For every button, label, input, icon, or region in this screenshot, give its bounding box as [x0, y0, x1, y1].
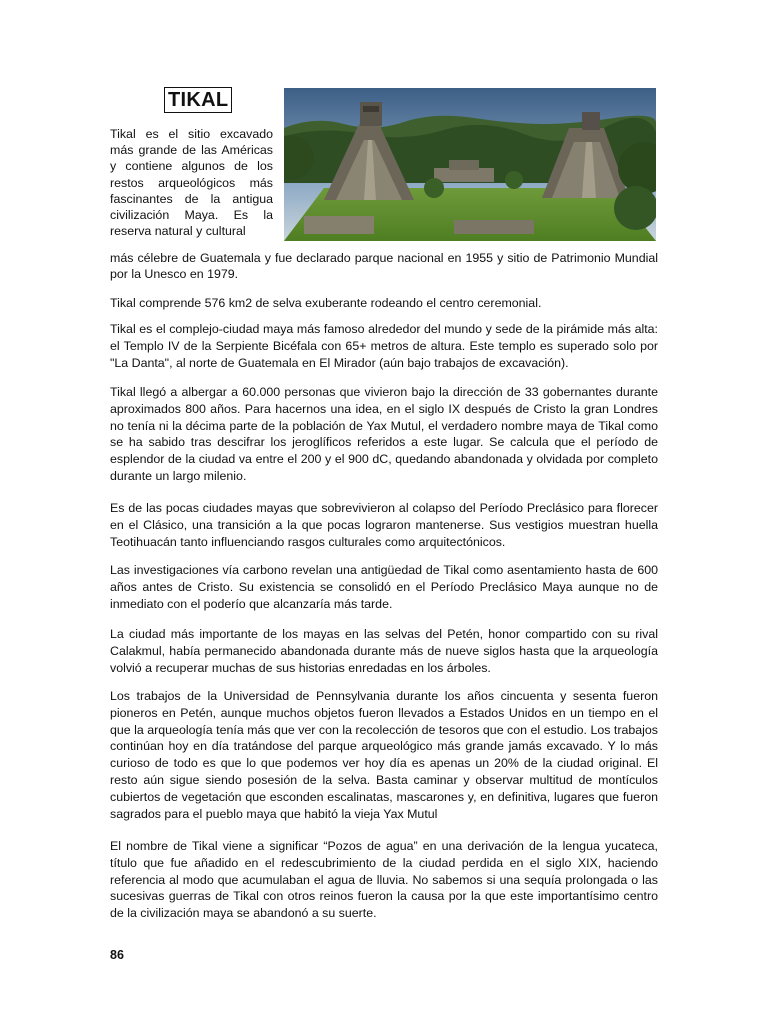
- tikal-photo: [284, 88, 656, 241]
- paragraph: Tikal es el complejo-ciudad maya más famoso alrededor del mundo y sede de la pirámide más alta: el Templo IV de la Serpiente Bicéfala con 65+ metros de altura. Este templo es superado solo por "La Danta", al norte de Guatemala en El Mirador (aún bajo trabajos de excavación).: [110, 322, 658, 370]
- paragraph: Es de las pocas ciudades mayas que sobrevivieron al colapso del Período Preclásico para florecer en el Clásico, una transición a la que pocas lograron mantenerse. Sus vestigios muestran huella Teotihuacán tanto influenciando rasgos culturales como arquitectónicos.: [110, 501, 658, 549]
- page-title: TIKAL: [164, 87, 232, 113]
- page-number: 86: [110, 948, 124, 962]
- paragraph: Tikal comprende 576 km2 de selva exuberante rodeando el centro ceremonial.: [110, 296, 542, 310]
- paragraph: La ciudad más importante de los mayas en las selvas del Petén, honor compartido con su rival Calakmul, había permanecido abandonada durante más de nueve siglos hasta que la arqueología volvió a recuperar muchas de sus historias enredadas en los árboles.: [110, 627, 658, 675]
- paragraph: Tikal llegó a albergar a 60.000 personas que vivieron bajo la dirección de 33 gobernantes durante aproximados 800 años. Para hacernos una idea, en el siglo IX después de Cristo la gran Londres no tenía ni la décima parte de la población de Yax Mutul, el verdadero nombre maya de Tikal como se ha sabido tras descifrar los jeroglíficos referidos a este lugar. Se calcula que el período de esplendor de la ciudad va entre el 200 y el 900 dC, quedando abandonada y olvidada por completo durante un largo milenio.: [110, 385, 658, 483]
- intro-paragraph: Tikal es el sitio excavado más grande de las Américas y contiene algunos de los restos arqueológicos más fascinantes de la antigua civilización Maya. Es la reserva natural y cultural: [110, 127, 273, 239]
- paragraph: Las investigaciones vía carbono revelan una antigüedad de Tikal como asentamiento hasta de 600 años antes de Cristo. Su existencia se consolidó en el Período Preclásico Maya aunque no de inmediato con el poderío que alcanzaría más tarde.: [110, 563, 658, 611]
- paragraph: El nombre de Tikal viene a significar “Pozos de agua” en una derivación de la lengua yucateca, título que fue añadido en el redescubrimiento de la ciudad perdida en el siglo XIX, haciendo referencia al modo que acumulaban el agua de lluvia. No sabemos si una sequía prolongada o las sucesivas guerras de Tikal con otros reinos fueron la causa por la que este importantísimo centro de la civilización maya se abandonó a su suerte.: [110, 839, 658, 921]
- tikal-photo-illustration: [284, 88, 656, 241]
- intro-paragraph-continuation: más célebre de Guatemala y fue declarado parque nacional en 1955 y sitio de Patrimonio Mundial por la Unesco en 1979.: [110, 251, 658, 282]
- paragraph: Los trabajos de la Universidad de Pennsylvania durante los años cincuenta y sesenta fueron pioneros en Petén, aunque muchos objetos fueron llevados a Estados Unidos en un tiempo en el que la arqueología tenía más que ver con la recolección de tesoros que con el estudio. Los trabajos continúan hoy en día tratándose del parque arqueológico más grande jamás excavado. Y lo más curioso de todo es que lo que podemos ver hoy día es apenas un 20% de la ciudad original. El resto aún sigue siendo posesión de la selva. Basta caminar y observar multitud de montículos cubiertos de vegetación que esconden escalinatas, mascarones y, en definitiva, lugares que fueron sagrados para el pueblo maya que habitó la vieja Yax Mutul: [110, 689, 658, 821]
